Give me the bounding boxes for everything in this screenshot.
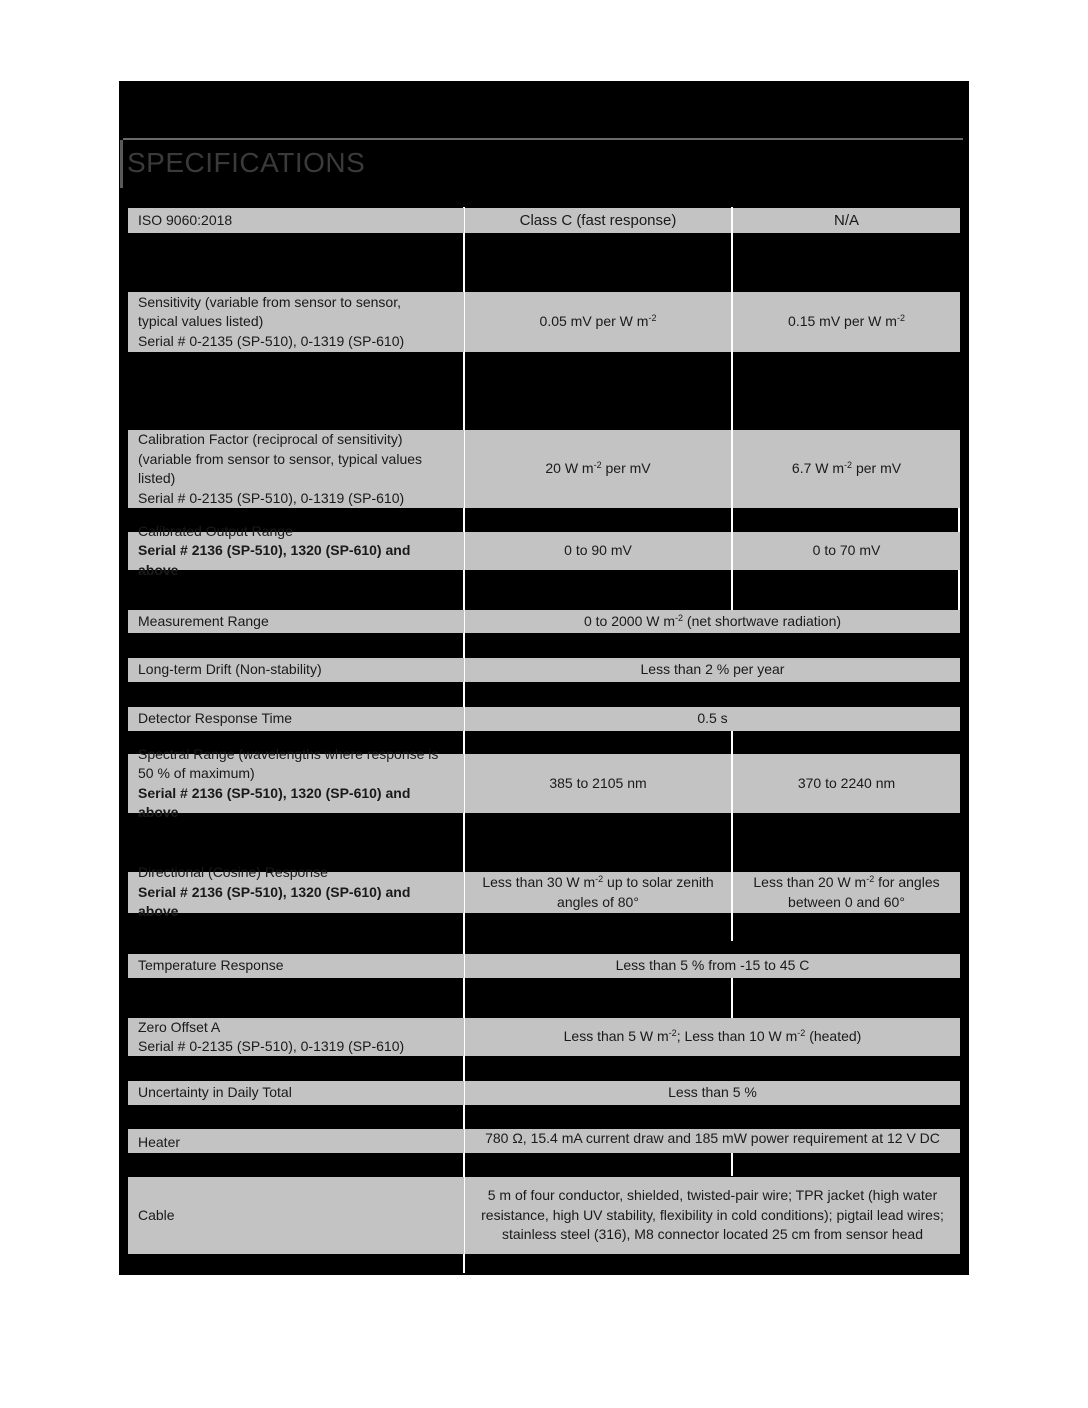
spec-value-sp610-output-range: 0 to 70 mV (733, 532, 960, 570)
spec-value-measurement-range: 0 to 2000 W $m^{-2}$ (net shortwave radiation) (465, 610, 960, 633)
spec-value-response-time: 0.5 s (465, 707, 960, 731)
spec-value-sp510-spectral-range: 385 to 2105 nm (465, 754, 731, 813)
spec-label-sensitivity: Sensitivity (variable from sensor to sensor, typical values listed) Serial # 0-2135 (SP-510), 0-1319 (SP-610) (128, 292, 464, 352)
spec-label-temperature-response: Temperature Response (128, 954, 464, 978)
spec-label-measurement-range: Measurement Range (128, 610, 464, 633)
spec-value-sp510-directional-response: Less than 30 W $m^{-2}$ up to solar zenith angles of 80° (465, 872, 731, 913)
spec-label-iso: ISO 9060:2018 (128, 208, 464, 233)
title-accent-bar (120, 140, 123, 188)
spec-label-uncertainty: Uncertainty in Daily Total (128, 1081, 464, 1105)
column-divider (463, 207, 465, 1273)
spec-value-sp610-sensitivity: 0.15 mV per W $m^{-2}$ (733, 292, 960, 352)
spec-value-sp610-calibration: 6.7 W $m^{-2}$ per mV (733, 430, 960, 508)
spec-label-zero-offset: Zero Offset A Serial # 0-2135 (SP-510), 0-1319 (SP-610) (128, 1018, 464, 1056)
spec-value-sp610-spectral-range: 370 to 2240 nm (733, 754, 960, 813)
spec-value-cable: 5 m of four conductor, shielded, twisted-pair wire; TPR jacket (high water resistance, high UV stability, flexibility in cold conditions); pigtail lead wires; stainless steel (316), M8 connector located 25 cm from sensor head (465, 1177, 960, 1254)
spec-label-spectral-range: Spectral Range (wavelengths where response is 50 % of maximum) Serial # 2136 (SP-510), 1320 (SP-610) and above (128, 754, 464, 813)
spec-label-calibration: Calibration Factor (reciprocal of sensitivity) (variable from sensor to sensor, typical values listed) Serial # 0-2135 (SP-510), 0-1319 (SP-610) (128, 430, 464, 508)
spec-value-sp610-directional-response: Less than 20 W $m^{-2}$ for angles between 0 and 60° (733, 872, 960, 913)
spec-value-sp510-calibration: 20 W $m^{-2}$ per mV (465, 430, 731, 508)
spec-value-drift: Less than 2 % per year (465, 658, 960, 682)
page-title: SPECIFICATIONS (127, 147, 366, 178)
spec-value-sp510-sensitivity: 0.05 mV per W $m^{-2}$ (465, 292, 731, 352)
spec-label-heater: Heater (128, 1129, 464, 1153)
spec-label-cable: Cable (128, 1177, 464, 1254)
spec-value-sp610-iso: N/A (733, 208, 960, 233)
spec-label-directional-response: Directional (Cosine) Response Serial # 2136 (SP-510), 1320 (SP-610) and above (128, 872, 464, 913)
spec-value-zero-offset: Less than 5 W $m^{-2}$; Less than 10 W $m^{-2}$ (heated) (465, 1018, 960, 1056)
spec-value-temperature-response: Less than 5 % from -15 to 45 C (465, 954, 960, 978)
column-divider (731, 1152, 733, 1176)
spec-label-output-range: Calibrated Output Range Serial # 2136 (SP-510), 1320 (SP-610) and above (128, 532, 464, 570)
spec-value-uncertainty: Less than 5 % (465, 1081, 960, 1105)
header-divider (123, 138, 963, 140)
spec-value-sp510-iso: Class C (fast response) (465, 208, 731, 233)
spec-value-sp510-output-range: 0 to 90 mV (465, 532, 731, 570)
spec-label-drift: Long-term Drift (Non-stability) (128, 658, 464, 682)
spec-value-heater: 780 Ω, 15.4 mA current draw and 185 mW power requirement at 12 V DC (465, 1129, 960, 1153)
column-divider (731, 978, 733, 1018)
spec-label-response-time: Detector Response Time (128, 707, 464, 731)
